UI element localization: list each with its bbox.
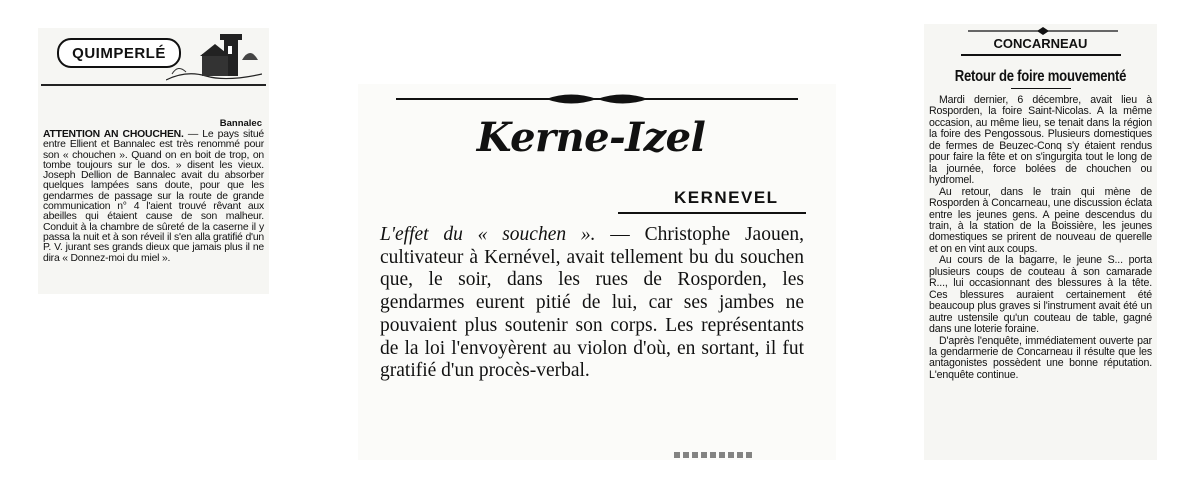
byline: Bannalec [219, 118, 262, 129]
article-body [929, 95, 1152, 381]
masthead-title: Kerne-Izel [476, 114, 706, 161]
article-text: — Christophe Jaouen, cultivateur à Kernével, avait tellement bu du souchen que, le soir, dans les rues de Rosporden, les gendarmes eurent pitié de lui, car ses jambes ne pouvaient plus soutenir son corps. Les représentants de la loi l'envoyèrent au violon d'où, en sortant, il fut gratifié d'un procès-verbal. [380, 224, 804, 382]
article-lead: ATTENTION AN CHOUCHEN. [43, 129, 184, 140]
paragraph: Au retour, dans le train qui mène de Rosporden à Concarneau, une discussion éclata entre les jeunes gens. A peine descendus du train, à la station de la Boissière, les jeunes domestiques se prirent de nouveau de querelle et on en vint aux coups. [929, 185, 1152, 255]
section-title: KERNEVEL [674, 188, 779, 207]
quimperle-clipping [38, 28, 269, 294]
article-body [380, 224, 804, 383]
article-title: Retour de foire mouvementé [954, 68, 1127, 85]
cut-off-text-fragment [674, 452, 754, 458]
concarneau-clipping [924, 24, 1157, 460]
paragraph: Au cours de la bagarre, le jeune S... porta plusieurs coups de couteau à son camarade R..., lui occasionnant des blessures à la tête. Ces blessures auraient certainement été beaucoup plus graves si l'instrument avait été un autre ustensile qu'un couteau de table, gagné dans une loterie foraine. [929, 254, 1152, 336]
kerne-izel-clipping [358, 84, 836, 460]
town-heading: CONCARNEAU [993, 36, 1088, 51]
title-rule [1011, 88, 1071, 89]
article-text: — Le pays situé entre Ellient et Bannalec est très renommé pour son « chouchen ». Quand on en boit de trop, on tombe toujours sur le dos. » disent les vieux. Joseph Dellion de Bannalec avait du absorber quelques lampées sans doute, pour que les gendarmes de passage sur la route de grande communication n° 4 l'aient trouvé rêvant aux abeilles qui étaient cause de son malheur. Conduit à la chambre de sûreté de la caserne il y passa la nuit et à son réveil il s'en alla gratifié d'un P. V. jurant ses grands dieux que jamais plus il ne dira « Donnez-moi du miel ». [43, 129, 264, 264]
ornament-rule-icon [968, 27, 1118, 35]
section-rule [618, 212, 806, 214]
paragraph: D'après l'enquête, immédiatement ouverte par la gendarmerie de Concarneau il résulte que les antagonistes possèdent une bonne réputation. L'enquête continue. [929, 334, 1152, 381]
article-body [43, 130, 264, 264]
ornament-rule-icon [396, 90, 798, 108]
church-illustration-icon [166, 30, 262, 82]
article-lead: L'effet du « souchen ». [380, 224, 596, 245]
town-banner-label: QUIMPERLÉ [57, 38, 181, 68]
heading-rule [961, 54, 1121, 56]
quimperle-banner [41, 28, 266, 86]
paragraph: Mardi dernier, 6 décembre, avait lieu à Rosporden, la foire Saint-Nicolas. A la même occasion, au même lieu, se tenait dans la région la foire des Pengossous. Plusieurs domestiques de fermes de Beuzec-Conq s'y étaient rendus pour faire la fête et on s'ingurgita tout le long de la journée, force bolées de chouchen ou hydromel. [929, 94, 1152, 187]
